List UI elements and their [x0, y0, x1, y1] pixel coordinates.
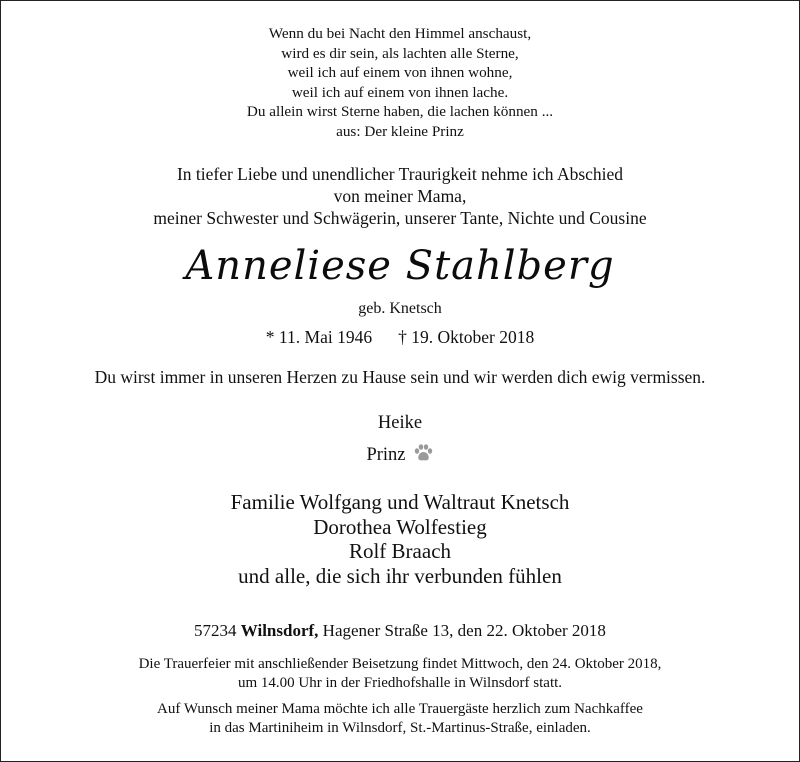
- family-list: [0, 490, 800, 588]
- deceased-name: Anneliese Stahlberg: [185, 243, 615, 289]
- place-date-line: [0, 620, 800, 642]
- poem: [0, 24, 800, 142]
- family-line: Familie Wolfgang und Waltraut Knetsch: [230, 490, 570, 514]
- birth-name: geb. Knetsch: [358, 300, 442, 317]
- coffee-notice-line: in das Martiniheim in Wilnsdorf, St.-Martinus-Straße, einladen.: [209, 719, 591, 736]
- funeral-notice: [0, 655, 800, 692]
- birth-date: * 11. Mai 1946: [265, 327, 373, 347]
- poem-source: aus: Der kleine Prinz: [336, 122, 464, 140]
- family-line: Rolf Braach: [348, 539, 452, 563]
- life-dates: [0, 326, 800, 348]
- poem-line: wird es dir sein, als lachten alle Sterne,: [281, 44, 519, 62]
- mourner-first: Heike: [377, 413, 423, 433]
- poem-line: Du allein wirst Sterne haben, die lachen können ...: [246, 103, 554, 121]
- postcode: 57234: [194, 621, 237, 640]
- coffee-notice-line: Auf Wunsch meiner Mama möchte ich alle Trauergäste herzlich zum Nachkaffee: [157, 701, 643, 717]
- family-line: und alle, die sich ihr verbunden fühlen: [238, 563, 562, 588]
- death-date: † 19. Oktober 2018: [398, 327, 535, 347]
- family-line: Dorothea Wolfestieg: [313, 514, 487, 539]
- funeral-notice-line: Die Trauerfeier mit anschließender Beisetzung findet Mittwoch, den 24. Oktober 2018,: [138, 656, 662, 672]
- intro-line: meiner Schwester und Schwägerin, unserer Tante, Nichte und Cousine: [153, 208, 647, 228]
- coffee-notice: [0, 700, 800, 737]
- farewell-text: Du wirst immer in unseren Herzen zu Hause sein und wir werden dich ewig vermissen.: [94, 367, 706, 387]
- mourner-second-name: Prinz: [366, 445, 406, 465]
- funeral-notice-line: um 14.00 Uhr in der Friedhofshalle in Wilnsdorf statt.: [237, 674, 563, 691]
- mourner-second: [0, 442, 800, 467]
- town: Wilnsdorf,: [240, 621, 319, 640]
- poem-line: weil ich auf einem von ihnen lache.: [291, 83, 509, 101]
- intro-text: [0, 163, 800, 229]
- poem-line: weil ich auf einem von ihnen wohne,: [287, 64, 513, 82]
- paw-print-icon: [412, 442, 434, 464]
- poem-line: Wenn du bei Nacht den Himmel anschaust,: [268, 25, 532, 42]
- intro-line: In tiefer Liebe und unendlicher Traurigkeit nehme ich Abschied: [176, 164, 624, 184]
- address-date: Hagener Straße 13, den 22. Oktober 2018: [322, 621, 606, 640]
- intro-line: von meiner Mama,: [333, 186, 467, 206]
